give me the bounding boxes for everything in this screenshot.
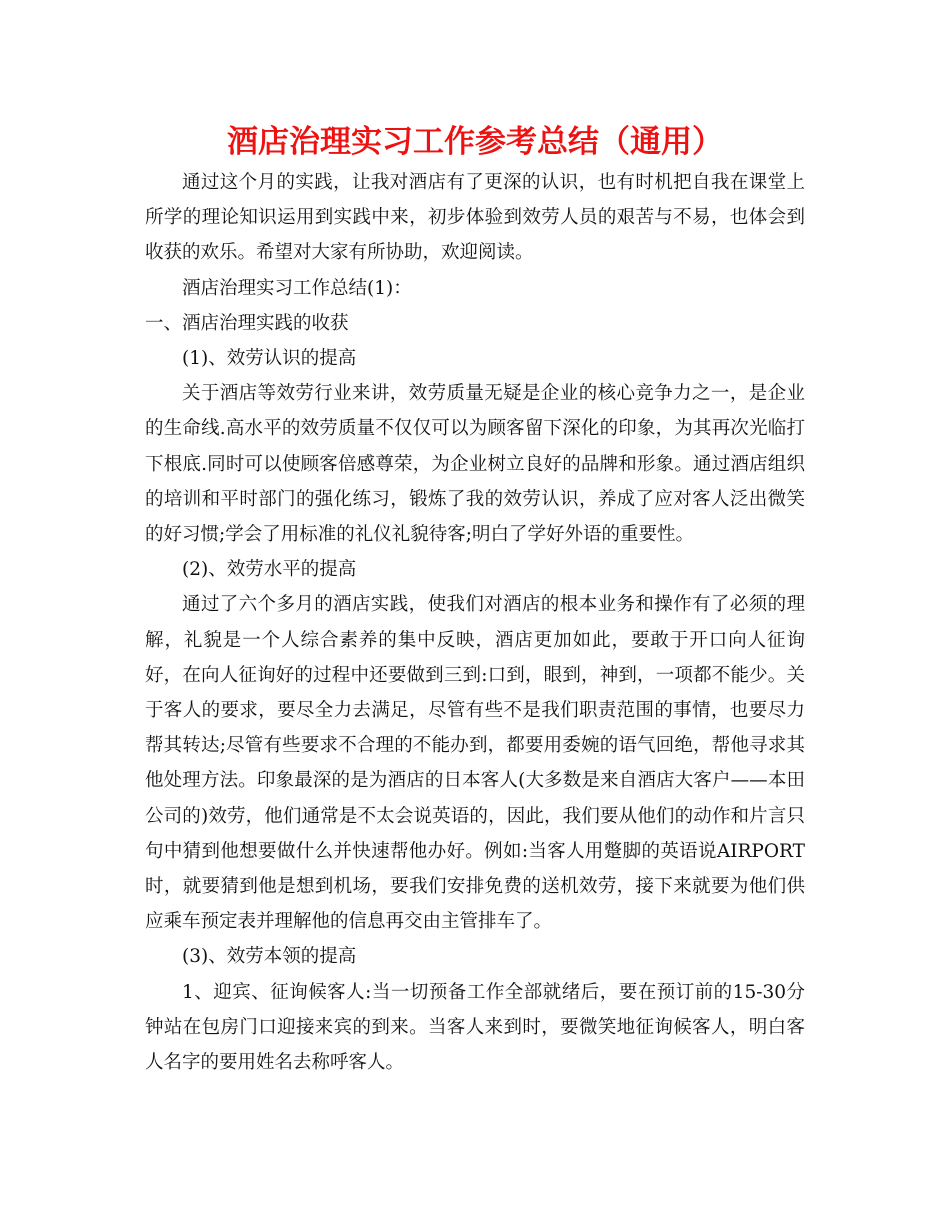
document-title: 酒店治理实习工作参考总结（通用） bbox=[227, 124, 723, 160]
subheading-service-skills: (3)、效劳本领的提高 bbox=[182, 946, 357, 968]
document-body bbox=[145, 165, 805, 1080]
section-heading-summary-1: 酒店治理实习工作总结(1)： bbox=[182, 277, 412, 299]
subheading-service-awareness: (1)、效劳认识的提高 bbox=[182, 348, 357, 370]
section-heading-gains: 一、酒店治理实践的收获 bbox=[145, 312, 349, 334]
subheading-service-level: (2)、效劳水平的提高 bbox=[182, 559, 357, 581]
body-paragraph-service-level: 通过了六个多月的酒店实践，使我们对酒店的根本业务和操作有了必须的理解，礼貌是一个人综合素养的集中反映，酒店更加如此，要敢于开口向人征询好，在向人征询好的过程中还要做到三到:口到，眼到，神到，一项都不能少。关于客人的要求，要尽全力去满足，尽管有些不是我们职责范围的事情，也要尽力帮其转达;尽管有些要求不合理的不能办到，都要用委婉的语气回绝，帮他寻求其他处理方法。印象最深的是为酒店的日本客人(大多数是来自酒店大客户——本田公司的)效劳，他们通常是不太会说英语的，因此，我们要从他们的动作和片言只句中猜到他想要做什么并快速帮他办好。例如:当客人用蹩脚的英语说AIRPORT时，就要猜到他是想到机场，要我们安排免费的送机效劳，接下来就要为他们供应乘车预定表并理解他的信息再交由主管排车了。 bbox=[145, 594, 805, 933]
body-paragraph-greeting-guests: 1、迎宾、征询候客人:当一切预备工作全部就绪后，要在预订前的15-30分钟站在包房门口迎接来宾的到来。当客人来到时，要微笑地征询候客人，明白客人名字的要用姓名去称呼客人。 bbox=[145, 981, 805, 1074]
body-paragraph-service-awareness: 关于酒店等效劳行业来讲，效劳质量无疑是企业的核心竞争力之一，是企业的生命线.高水平的效劳质量不仅仅可以为顾客留下深化的印象，为其再次光临打下根底.同时可以使顾客倍感尊荣，为企业树立良好的品牌和形象。通过酒店组织的培训和平时部门的强化练习，锻炼了我的效劳认识，养成了应对客人泛出微笑的好习惯;学会了用标准的礼仪礼貌待客;明白了学好外语的重要性。 bbox=[145, 383, 805, 546]
intro-paragraph: 通过这个月的实践，让我对酒店有了更深的认识，也有时机把自我在课堂上所学的理论知识运用到实践中来，初步体验到效劳人员的艰苦与不易，也体会到收获的欢乐。希望对大家有所协助，欢迎阅读。 bbox=[145, 172, 805, 264]
